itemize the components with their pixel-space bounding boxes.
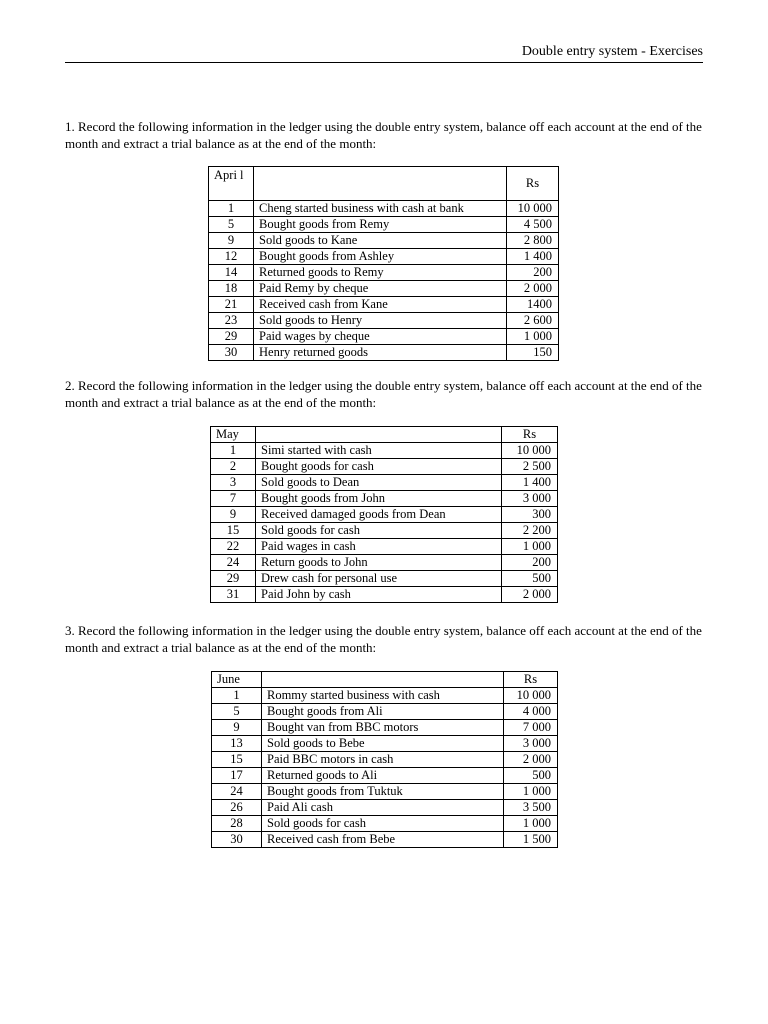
row-amount: 3 500 (504, 800, 558, 816)
row-description: Henry returned goods (254, 345, 507, 361)
row-day: 17 (212, 768, 262, 784)
row-day: 1 (209, 201, 254, 217)
row-day: 9 (212, 720, 262, 736)
table-row (212, 784, 558, 800)
row-amount: 10 000 (507, 201, 559, 217)
exercise-2-table (210, 426, 558, 603)
row-day: 1 (212, 688, 262, 704)
row-day: 2 (211, 459, 256, 475)
table-row (209, 265, 559, 281)
row-day: 26 (212, 800, 262, 816)
table-row (212, 816, 558, 832)
row-day: 31 (211, 587, 256, 603)
table-row (211, 523, 558, 539)
exercise-1-table (208, 166, 559, 361)
row-description: Bought goods from Ashley (254, 249, 507, 265)
row-day: 30 (212, 832, 262, 848)
row-description: Sold goods to Henry (254, 313, 507, 329)
table-row (209, 281, 559, 297)
row-amount: 500 (504, 768, 558, 784)
row-day: 9 (211, 507, 256, 523)
row-description: Received damaged goods from Dean (256, 507, 502, 523)
row-amount: 10 000 (502, 443, 558, 459)
table-row (212, 704, 558, 720)
row-description: Paid Ali cash (262, 800, 504, 816)
row-day: 24 (211, 555, 256, 571)
row-day: 1 (211, 443, 256, 459)
description-header (256, 427, 502, 443)
row-day: 29 (209, 329, 254, 345)
table-row (211, 555, 558, 571)
row-day: 5 (212, 704, 262, 720)
row-amount: 1400 (507, 297, 559, 313)
row-amount: 2 000 (502, 587, 558, 603)
row-description: Sold goods for cash (262, 816, 504, 832)
row-day: 13 (212, 736, 262, 752)
row-description: Paid John by cash (256, 587, 502, 603)
table-row (211, 491, 558, 507)
table-row (211, 539, 558, 555)
row-description: Paid BBC motors in cash (262, 752, 504, 768)
row-description: Sold goods to Bebe (262, 736, 504, 752)
row-description: Bought van from BBC motors (262, 720, 504, 736)
row-day: 7 (211, 491, 256, 507)
row-description: Sold goods to Kane (254, 233, 507, 249)
row-amount: 2 600 (507, 313, 559, 329)
row-amount: 1 400 (507, 249, 559, 265)
row-description: Received cash from Kane (254, 297, 507, 313)
row-description: Drew cash for personal use (256, 571, 502, 587)
row-description: Sold goods for cash (256, 523, 502, 539)
description-header (254, 167, 507, 201)
row-day: 5 (209, 217, 254, 233)
exercise-3-instruction: 3. Record the following information in the ledger using the double entry system, balance off each account at the end of the month and extract a trial balance as at the end of the month: (65, 623, 702, 655)
row-amount: 3 000 (504, 736, 558, 752)
month-header: June (212, 672, 262, 688)
table-row (211, 587, 558, 603)
description-header (262, 672, 504, 688)
row-day: 28 (212, 816, 262, 832)
table-row (212, 832, 558, 848)
row-description: Bought goods from Ali (262, 704, 504, 720)
month-header: May (211, 427, 256, 443)
currency-header: Rs (502, 427, 558, 443)
table-row (209, 201, 559, 217)
row-amount: 1 000 (504, 816, 558, 832)
row-amount: 1 000 (502, 539, 558, 555)
row-description: Cheng started business with cash at bank (254, 201, 507, 217)
row-day: 15 (212, 752, 262, 768)
row-description: Paid Remy by cheque (254, 281, 507, 297)
row-amount: 10 000 (504, 688, 558, 704)
row-description: Rommy started business with cash (262, 688, 504, 704)
page-header-title: Double entry system - Exercises (521, 44, 703, 59)
table-row (211, 475, 558, 491)
currency-header: Rs (504, 672, 558, 688)
table-row (209, 313, 559, 329)
row-day: 23 (209, 313, 254, 329)
row-amount: 150 (507, 345, 559, 361)
table-row (212, 720, 558, 736)
table-row (209, 345, 559, 361)
exercise-3-table (211, 671, 558, 848)
table-row (212, 688, 558, 704)
row-day: 21 (209, 297, 254, 313)
row-amount: 2 000 (507, 281, 559, 297)
row-amount: 4 500 (507, 217, 559, 233)
row-amount: 500 (502, 571, 558, 587)
row-day: 9 (209, 233, 254, 249)
row-day: 14 (209, 265, 254, 281)
row-description: Bought goods from Tuktuk (262, 784, 504, 800)
row-description: Bought goods from John (256, 491, 502, 507)
row-description: Paid wages in cash (256, 539, 502, 555)
row-description: Paid wages by cheque (254, 329, 507, 345)
row-amount: 200 (507, 265, 559, 281)
table-row (209, 233, 559, 249)
row-description: Sold goods to Dean (256, 475, 502, 491)
table-row (211, 459, 558, 475)
row-amount: 200 (502, 555, 558, 571)
row-amount: 1 000 (504, 784, 558, 800)
table-header-row (211, 427, 558, 443)
table-row (211, 507, 558, 523)
table-row (211, 571, 558, 587)
row-description: Return goods to John (256, 555, 502, 571)
table-row (212, 800, 558, 816)
row-day: 12 (209, 249, 254, 265)
table-row (209, 329, 559, 345)
table-header-row (209, 167, 559, 201)
row-description: Received cash from Bebe (262, 832, 504, 848)
row-amount: 1 400 (502, 475, 558, 491)
exercise-2-instruction: 2. Record the following information in the ledger using the double entry system, balance off each account at the end of the month and extract a trial balance as at the end of the month: (65, 378, 702, 410)
row-day: 22 (211, 539, 256, 555)
table-row (209, 217, 559, 233)
month-header: Apri l (209, 167, 254, 201)
table-row (211, 443, 558, 459)
row-description: Simi started with cash (256, 443, 502, 459)
row-day: 29 (211, 571, 256, 587)
row-amount: 300 (502, 507, 558, 523)
row-description: Bought goods from Remy (254, 217, 507, 233)
row-amount: 3 000 (502, 491, 558, 507)
row-amount: 2 200 (502, 523, 558, 539)
row-description: Returned goods to Ali (262, 768, 504, 784)
table-row (209, 249, 559, 265)
table-row (209, 297, 559, 313)
row-amount: 1 000 (507, 329, 559, 345)
row-amount: 4 000 (504, 704, 558, 720)
table-row (212, 752, 558, 768)
row-day: 18 (209, 281, 254, 297)
row-day: 30 (209, 345, 254, 361)
exercise-1-instruction: 1. Record the following information in the ledger using the double entry system, balance off each account at the end of the month and extract a trial balance as at the end of the month: (65, 119, 702, 151)
row-amount: 2 800 (507, 233, 559, 249)
row-day: 24 (212, 784, 262, 800)
currency-header: Rs (507, 167, 559, 201)
table-header-row (212, 672, 558, 688)
row-amount: 7 000 (504, 720, 558, 736)
row-amount: 2 000 (504, 752, 558, 768)
row-day: 3 (211, 475, 256, 491)
row-amount: 1 500 (504, 832, 558, 848)
row-day: 15 (211, 523, 256, 539)
header-rule (65, 62, 703, 63)
row-description: Bought goods for cash (256, 459, 502, 475)
row-description: Returned goods to Remy (254, 265, 507, 281)
table-row (212, 736, 558, 752)
table-row (212, 768, 558, 784)
row-amount: 2 500 (502, 459, 558, 475)
